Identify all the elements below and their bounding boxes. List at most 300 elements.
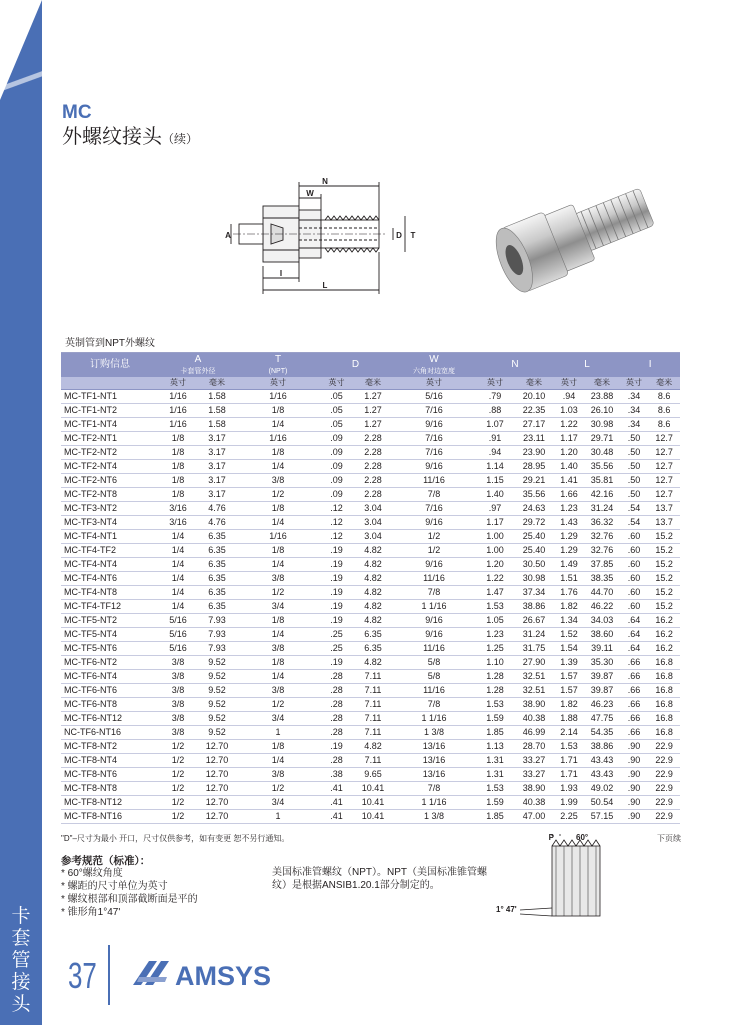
table-cell: 1/2: [159, 767, 197, 781]
dimensions-table-wrapper: [61, 336, 680, 824]
table-cell: 29.72: [514, 515, 554, 529]
table-cell: .66: [620, 655, 648, 669]
table-cell: .50: [620, 445, 648, 459]
table-cell: 4.76: [197, 501, 237, 515]
table-cell: 46.23: [584, 697, 620, 711]
table-cell: 32.51: [514, 683, 554, 697]
table-cell: 13.7: [648, 501, 680, 515]
table-cell: 6.35: [354, 641, 392, 655]
table-row: [61, 403, 680, 417]
table-cell: 9/16: [392, 459, 476, 473]
table-header-units: [61, 377, 680, 389]
table-cell: .90: [620, 753, 648, 767]
table-cell: 1/8: [237, 501, 319, 515]
table-cell: 22.9: [648, 795, 680, 809]
table-cell: 1/4: [159, 599, 197, 613]
table-cell: 2.28: [354, 487, 392, 501]
table-cell: 1.31: [476, 753, 514, 767]
table-cell: 1/8: [237, 739, 319, 753]
table-cell: 9.52: [197, 711, 237, 725]
table-cell: 39.87: [584, 683, 620, 697]
table-cell: 15.2: [648, 557, 680, 571]
table-cell: 4.76: [197, 515, 237, 529]
table-cell: 9.52: [197, 669, 237, 683]
table-cell: 3.04: [354, 529, 392, 543]
table-cell: 1/2: [159, 753, 197, 767]
table-cell: 26.67: [514, 613, 554, 627]
table-row: [61, 697, 680, 711]
table-cell: 3/8: [159, 669, 197, 683]
table-cell: 3/8: [159, 655, 197, 669]
table-cell: .28: [319, 669, 354, 683]
table-cell: 1 1/16: [392, 795, 476, 809]
table-cell: 16.8: [648, 683, 680, 697]
table-cell: 4.82: [354, 613, 392, 627]
table-cell: .60: [620, 543, 648, 557]
table-cell: 1/8: [159, 459, 197, 473]
table-cell: 5/16: [159, 613, 197, 627]
table-cell: 3.17: [197, 431, 237, 445]
table-cell: 3/4: [237, 711, 319, 725]
table-cell: 7/16: [392, 501, 476, 515]
table-cell: 3/8: [159, 711, 197, 725]
table-cell: 7.93: [197, 613, 237, 627]
table-row: [61, 683, 680, 697]
table-cell: 1.58: [197, 389, 237, 403]
unit-cell: 英寸: [319, 377, 354, 389]
table-cell: 46.99: [514, 725, 554, 739]
header-a-desc: 卡套管外径: [159, 366, 237, 377]
table-cell: 16.8: [648, 711, 680, 725]
table-cell: .05: [319, 403, 354, 417]
table-cell: .19: [319, 739, 354, 753]
table-cell: 1.41: [554, 473, 584, 487]
table-cell: 16.2: [648, 641, 680, 655]
sidebar-stripe: [0, 60, 42, 110]
order-code-cell: MC-TF8-NT8: [61, 781, 159, 795]
table-cell: 2.28: [354, 473, 392, 487]
table-row: [61, 795, 680, 809]
table-cell: 2.28: [354, 445, 392, 459]
table-cell: .19: [319, 585, 354, 599]
table-cell: 1.34: [554, 613, 584, 627]
thread-taper-label: 1° 47': [496, 905, 517, 914]
table-cell: 57.15: [584, 809, 620, 823]
order-code-cell: MC-TF3-NT4: [61, 515, 159, 529]
unit-cell: 英寸: [476, 377, 514, 389]
fitting-product-photo: [470, 178, 670, 308]
title-text: 外螺纹接头: [62, 124, 162, 148]
table-cell: .91: [476, 431, 514, 445]
table-cell: .09: [319, 459, 354, 473]
table-cell: 22.9: [648, 781, 680, 795]
order-code-cell: MC-TF1-NT1: [61, 389, 159, 403]
sidebar-char: 头: [11, 993, 31, 1015]
table-cell: 2.25: [554, 809, 584, 823]
order-code-cell: MC-TF4-NT6: [61, 571, 159, 585]
table-cell: 1/16: [237, 529, 319, 543]
order-code-cell: MC-TF6-NT12: [61, 711, 159, 725]
dim-label-w: W: [306, 189, 314, 198]
table-cell: .09: [319, 431, 354, 445]
table-cell: 5/16: [159, 627, 197, 641]
logo-text: AMSYS: [175, 961, 272, 991]
table-cell: .34: [620, 403, 648, 417]
table-row: [61, 711, 680, 725]
reference-list: [61, 867, 198, 919]
table-cell: 12.70: [197, 753, 237, 767]
table-cell: 23.90: [514, 445, 554, 459]
table-cell: 1/4: [159, 585, 197, 599]
table-cell: 1.20: [554, 445, 584, 459]
table-cell: 7.11: [354, 725, 392, 739]
amsys-logo: [131, 955, 311, 993]
table-cell: 7/16: [392, 445, 476, 459]
table-cell: .09: [319, 473, 354, 487]
table-cell: .25: [319, 627, 354, 641]
order-code-cell: MC-TF4-NT1: [61, 529, 159, 543]
table-cell: .38: [319, 767, 354, 781]
table-row: [61, 739, 680, 753]
table-cell: 28.95: [514, 459, 554, 473]
table-cell: 1 3/8: [392, 725, 476, 739]
table-cell: 1/4: [237, 459, 319, 473]
table-cell: 7.11: [354, 697, 392, 711]
table-cell: .90: [620, 809, 648, 823]
table-cell: 1/2: [392, 543, 476, 557]
table-cell: 1.27: [354, 389, 392, 403]
table-row: [61, 473, 680, 487]
table-cell: 1/4: [237, 417, 319, 431]
table-row: [61, 781, 680, 795]
table-cell: .25: [319, 641, 354, 655]
table-cell: 1.51: [554, 571, 584, 585]
table-cell: 31.75: [514, 641, 554, 655]
table-cell: 2.14: [554, 725, 584, 739]
sidebar-char: 套: [11, 927, 31, 949]
table-cell: .50: [620, 487, 648, 501]
table-cell: 40.38: [514, 711, 554, 725]
table-cell: .34: [620, 417, 648, 431]
table-cell: 1.27: [354, 403, 392, 417]
table-cell: 6.35: [354, 627, 392, 641]
header-t-desc: (NPT): [237, 366, 319, 377]
table-cell: 1.53: [554, 739, 584, 753]
table-cell: 1.58: [197, 403, 237, 417]
table-cell: 1.76: [554, 585, 584, 599]
table-cell: 35.30: [584, 655, 620, 669]
table-caption-row: [61, 336, 680, 352]
table-cell: 15.2: [648, 599, 680, 613]
order-code-cell: MC-TF8-NT6: [61, 767, 159, 781]
table-cell: 12.7: [648, 459, 680, 473]
table-cell: 23.88: [584, 389, 620, 403]
table-cell: 12.70: [197, 781, 237, 795]
table-cell: 2.28: [354, 431, 392, 445]
order-code-cell: MC-TF5-NT2: [61, 613, 159, 627]
table-cell: 8.6: [648, 403, 680, 417]
table-cell: 1.07: [476, 417, 514, 431]
table-cell: .66: [620, 711, 648, 725]
table-cell: 12.7: [648, 431, 680, 445]
table-cell: .41: [319, 795, 354, 809]
table-row: [61, 627, 680, 641]
table-cell: 16.2: [648, 627, 680, 641]
order-code-cell: MC-TF2-NT6: [61, 473, 159, 487]
table-cell: 35.56: [584, 459, 620, 473]
table-cell: .50: [620, 459, 648, 473]
table-cell: 1.23: [476, 627, 514, 641]
table-cell: 31.24: [514, 627, 554, 641]
title-suffix: （续）: [162, 132, 199, 146]
header-t: T: [237, 352, 319, 366]
table-row: [61, 809, 680, 823]
table-cell: 10.41: [354, 795, 392, 809]
table-cell: 16.8: [648, 669, 680, 683]
table-cell: 7/16: [392, 431, 476, 445]
table-cell: .54: [620, 515, 648, 529]
header-i: I: [620, 352, 680, 377]
table-row: [61, 557, 680, 571]
table-cell: 1/2: [237, 781, 319, 795]
table-cell: 44.70: [584, 585, 620, 599]
table-cell: 38.86: [584, 739, 620, 753]
table-cell: 9.52: [197, 683, 237, 697]
unit-cell: 毫米: [648, 377, 680, 389]
order-code-cell: MC-TF6-NT2: [61, 655, 159, 669]
npt-note: 美国标准管螺纹（NPT）。NPT（美国标准锥管螺纹）是根据ANSIB1.20.1部分制定的。: [272, 867, 487, 891]
table-row: [61, 431, 680, 445]
table-cell: 12.7: [648, 445, 680, 459]
table-cell: 42.16: [584, 487, 620, 501]
table-row: [61, 613, 680, 627]
table-cell: 4.82: [354, 571, 392, 585]
table-cell: .94: [476, 445, 514, 459]
table-cell: 12.7: [648, 473, 680, 487]
table-cell: 7.11: [354, 753, 392, 767]
table-cell: .66: [620, 669, 648, 683]
table-cell: 3/8: [237, 683, 319, 697]
table-cell: 4.82: [354, 543, 392, 557]
table-cell: 1/4: [237, 557, 319, 571]
fitting-dimension-drawing: [225, 176, 430, 298]
sidebar-char: 卡: [11, 905, 31, 927]
table-cell: 30.48: [584, 445, 620, 459]
table-cell: 32.76: [584, 529, 620, 543]
table-row: [61, 487, 680, 501]
table-cell: 9/16: [392, 557, 476, 571]
table-cell: 28.70: [514, 739, 554, 753]
sidebar: [0, 0, 42, 1025]
table-cell: 1.40: [554, 459, 584, 473]
table-cell: 1.29: [554, 543, 584, 557]
table-cell: 38.35: [584, 571, 620, 585]
table-cell: 9.52: [197, 725, 237, 739]
table-cell: 1.13: [476, 739, 514, 753]
unit-cell: 英寸: [620, 377, 648, 389]
table-cell: 46.22: [584, 599, 620, 613]
table-cell: 13/16: [392, 753, 476, 767]
table-cell: 11/16: [392, 641, 476, 655]
table-cell: 9.52: [197, 655, 237, 669]
table-cell: 1/16: [237, 431, 319, 445]
table-cell: 1/16: [159, 417, 197, 431]
unit-cell: 英寸: [159, 377, 197, 389]
order-code-cell: MC-TF4-NT4: [61, 557, 159, 571]
table-cell: 1/8: [159, 487, 197, 501]
table-cell: 9.65: [354, 767, 392, 781]
table-cell: 6.35: [197, 529, 237, 543]
table-cell: 5/16: [392, 389, 476, 403]
table-cell: 39.11: [584, 641, 620, 655]
table-cell: 3/16: [159, 515, 197, 529]
dimensions-table: [61, 336, 680, 824]
table-cell: 1.54: [554, 641, 584, 655]
order-code-cell: MC-TF4-TF2: [61, 543, 159, 557]
table-cell: 6.35: [197, 557, 237, 571]
npt-thread-diagram: [490, 832, 610, 932]
table-row: [61, 389, 680, 403]
table-cell: 7.11: [354, 669, 392, 683]
table-cell: 1.49: [554, 557, 584, 571]
table-cell: .19: [319, 571, 354, 585]
table-cell: 1/2: [237, 487, 319, 501]
table-cell: 9/16: [392, 627, 476, 641]
table-cell: 38.90: [514, 697, 554, 711]
table-cell: .12: [319, 515, 354, 529]
table-cell: 1/2: [159, 781, 197, 795]
table-cell: .19: [319, 655, 354, 669]
unit-cell: 英寸: [237, 377, 319, 389]
table-cell: 1.53: [476, 697, 514, 711]
table-cell: 7/8: [392, 781, 476, 795]
table-row: [61, 753, 680, 767]
header-w: W: [392, 352, 476, 366]
table-row: [61, 445, 680, 459]
table-cell: 1/16: [237, 389, 319, 403]
table-cell: 1.66: [554, 487, 584, 501]
table-cell: 30.98: [584, 417, 620, 431]
table-cell: .64: [620, 613, 648, 627]
table-cell: 1/4: [237, 515, 319, 529]
dim-label-n: N: [322, 177, 328, 186]
table-cell: 1.71: [554, 767, 584, 781]
table-cell: 1/2: [237, 585, 319, 599]
table-cell: 1/8: [237, 543, 319, 557]
table-cell: 3.17: [197, 487, 237, 501]
table-row: [61, 669, 680, 683]
table-cell: 43.43: [584, 767, 620, 781]
table-cell: 36.32: [584, 515, 620, 529]
table-cell: 1.82: [554, 599, 584, 613]
table-cell: 54.35: [584, 725, 620, 739]
table-caption: 英制管到NPT外螺纹: [61, 336, 680, 352]
unit-cell: 毫米: [584, 377, 620, 389]
table-cell: 1.10: [476, 655, 514, 669]
table-cell: .12: [319, 501, 354, 515]
table-cell: .90: [620, 781, 648, 795]
table-cell: .79: [476, 389, 514, 403]
table-cell: 4.82: [354, 585, 392, 599]
order-code-cell: MC-TF6-NT6: [61, 683, 159, 697]
table-cell: 3/8: [159, 683, 197, 697]
table-cell: 7/16: [392, 403, 476, 417]
table-cell: 1.43: [554, 515, 584, 529]
table-cell: 3/8: [237, 571, 319, 585]
order-code-cell: MC-TF2-NT1: [61, 431, 159, 445]
table-cell: 1.88: [554, 711, 584, 725]
table-cell: 15.2: [648, 529, 680, 543]
table-cell: 1/16: [159, 403, 197, 417]
order-code-cell: MC-TF4-TF12: [61, 599, 159, 613]
table-cell: .64: [620, 627, 648, 641]
table-row: [61, 767, 680, 781]
table-cell: 27.90: [514, 655, 554, 669]
table-cell: 9/16: [392, 515, 476, 529]
table-cell: 1/8: [237, 403, 319, 417]
table-cell: 5/8: [392, 669, 476, 683]
table-cell: 1.03: [554, 403, 584, 417]
table-cell: 47.75: [584, 711, 620, 725]
table-cell: 1.85: [476, 809, 514, 823]
table-cell: 25.40: [514, 529, 554, 543]
continued-note: 下页续: [657, 834, 681, 843]
table-cell: 4.82: [354, 557, 392, 571]
table-cell: 8.6: [648, 389, 680, 403]
table-cell: 1.99: [554, 795, 584, 809]
table-cell: 2.28: [354, 459, 392, 473]
order-code-cell: MC-TF5-NT6: [61, 641, 159, 655]
table-cell: 39.87: [584, 669, 620, 683]
table-cell: .66: [620, 725, 648, 739]
table-cell: 12.70: [197, 809, 237, 823]
table-cell: .66: [620, 697, 648, 711]
order-code-cell: NC-TF6-NT16: [61, 725, 159, 739]
table-cell: 6.35: [197, 571, 237, 585]
table-cell: 32.51: [514, 669, 554, 683]
unit-cell: 毫米: [514, 377, 554, 389]
table-cell: .05: [319, 389, 354, 403]
table-cell: .88: [476, 403, 514, 417]
table-row: [61, 543, 680, 557]
table-cell: 10.41: [354, 809, 392, 823]
table-cell: 1/8: [237, 655, 319, 669]
table-cell: 3.04: [354, 515, 392, 529]
table-cell: .12: [319, 529, 354, 543]
dim-label-d: D: [396, 231, 402, 240]
table-cell: .94: [554, 389, 584, 403]
table-cell: 1.85: [476, 725, 514, 739]
table-cell: 47.00: [514, 809, 554, 823]
table-cell: 27.17: [514, 417, 554, 431]
order-code-cell: MC-TF8-NT16: [61, 809, 159, 823]
table-cell: 1.20: [476, 557, 514, 571]
table-cell: 3/16: [159, 501, 197, 515]
table-cell: 33.27: [514, 753, 554, 767]
order-code-cell: MC-TF2-NT2: [61, 445, 159, 459]
table-cell: 1/8: [159, 431, 197, 445]
order-code-cell: MC-TF2-NT4: [61, 459, 159, 473]
table-cell: 38.60: [584, 627, 620, 641]
table-cell: 3/4: [237, 599, 319, 613]
unit-cell: 英寸: [554, 377, 584, 389]
table-cell: 1/8: [159, 473, 197, 487]
table-cell: 1.57: [554, 669, 584, 683]
sidebar-vertical-label: [0, 905, 42, 1015]
table-cell: 7.11: [354, 683, 392, 697]
table-cell: .60: [620, 585, 648, 599]
table-cell: 1.40: [476, 487, 514, 501]
